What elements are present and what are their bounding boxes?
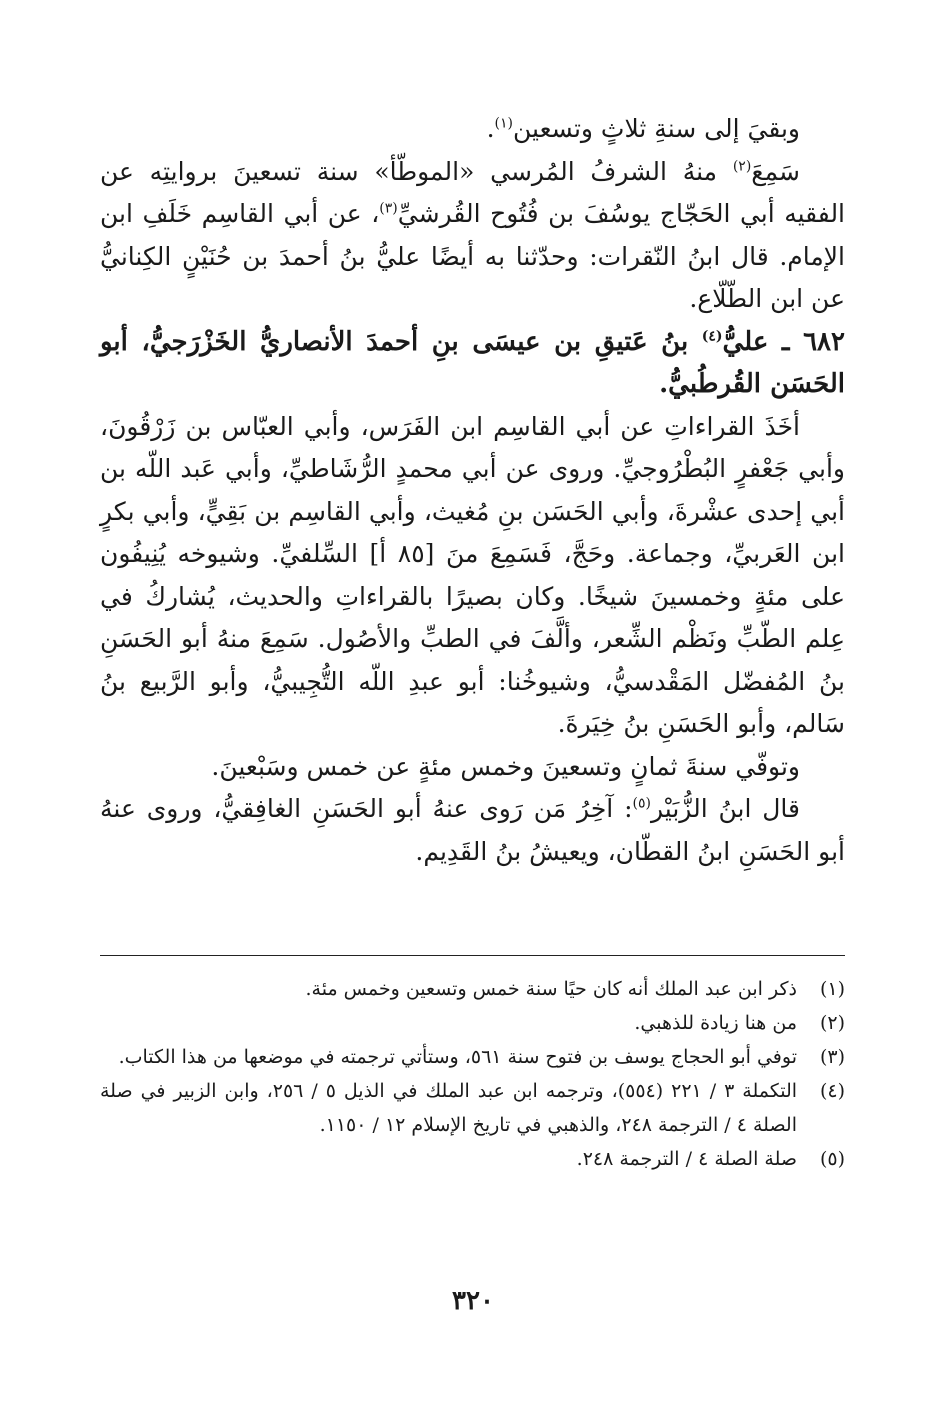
footnote-divider xyxy=(100,955,845,956)
footnote-item xyxy=(100,1142,845,1176)
footnote-item xyxy=(100,1006,845,1040)
footnote-text: ذكر ابن عبد الملك أنه كان حيًا سنة خمس وتسعين وخمس مئة. xyxy=(305,978,797,1000)
paragraph: وبقيَ إلى سنةِ ثلاثٍ وتسعين$^{(١)}$. xyxy=(486,114,800,143)
footnote-number: (١) xyxy=(819,978,845,1000)
footnote-text: التكملة ٣ / ٢٢١ (٥٥٤)، وترجمه ابن عبد الملك في الذيل ٥ / ٢٥٦، وابن الزبير في صلة الصلة ٤ / الترجمة ٢٤٨، والذهبي في تاريخ الإسلام ١٢ / ١١٥٠. xyxy=(100,1080,798,1136)
footnote-number: (٥) xyxy=(819,1148,845,1170)
footnote-ref[interactable]: (٢) xyxy=(732,158,752,175)
footnote-item xyxy=(100,1074,845,1142)
footnote-ref[interactable]: (١) xyxy=(494,115,514,132)
footnotes xyxy=(100,972,845,1176)
footnote-text: صلة الصلة ٤ / الترجمة ٢٤٨. xyxy=(576,1148,797,1170)
entry-heading: ٦٨٢ ـ عليُّ$^{(٤)}$ بنُ عَتيقِ بن عيسَى بنِ أحمدَ الأنصاريُّ الخَزْرَجيُّ، أبو الحَسَن القُرطُبيُّ. xyxy=(100,326,845,399)
footnote-item xyxy=(100,972,845,1006)
footnote-number: (٤) xyxy=(819,1080,845,1102)
footnote-number: (٣) xyxy=(819,1046,845,1068)
footnote-ref[interactable]: (٥) xyxy=(632,795,651,812)
footnote-ref[interactable]: (٤) xyxy=(701,327,723,344)
footnote-text: من هنا زيادة للذهبي. xyxy=(634,1012,797,1034)
page-number: ٣٢٠ xyxy=(452,1286,494,1316)
footnote-ref[interactable]: (٣) xyxy=(379,200,398,217)
main-text xyxy=(100,108,845,873)
footnote-number: (٢) xyxy=(819,1012,845,1034)
paragraph: سَمِعَ$^{(٢)}$ منهُ الشرفُ المُرسي «الموطّأ» سنة تسعينَ بروايتِه عن الفقيه أبي الحَجّاج يوسُفَ بن فُتُوح القُرشيِّ$^{(٣)}$، عن أبي القاسِم خَلَفِ ابن الإمام. قال ابنُ النّقرات: وحدّثنا به أيضًا عليُّ بنُ أحمدَ بن حُنَيْنٍ الكِنانيُّ عن ابن الطّلّاع. xyxy=(100,156,846,313)
footnote-text: توفي أبو الحجاج يوسف بن فتوح سنة ٥٦١، وستأتي ترجمته في موضعها من هذا الكتاب. xyxy=(118,1046,797,1068)
paragraph: قال ابنُ الزُّبَيْر$^{(٥)}$: آخِرُ مَن رَوى عنهُ أبو الحَسَنِ الغافِقيُّ، وروى عنهُ أبو الحَسَنِ ابنُ القطّان، ويعيشُ بنُ القَدِيم. xyxy=(100,794,845,866)
footnote-item xyxy=(100,1040,845,1074)
paragraph: وتوفّي سنةَ ثمانٍ وتسعينَ وخمس مئةٍ عن خمس وسَبْعينَ. xyxy=(211,751,800,781)
paragraph: أخَذَ القراءاتِ عن أبي القاسِم ابن الفَرَس، وأبي العبّاس بن زَرْقُونَ، وأبي جَعْفرٍ البُطْرُوجيِّ. وروى عن أبي محمدٍ الرُّشَاطيِّ، وأبي عَبد اللّه بن أبي إحدى عشْرةَ، وأبي الحَسَن بنِ مُغيث، وأبي القاسِم بن بَقِيٍّ، وأبي بكرٍ ابن العَربيِّ، وجماعة. وحَجَّ، فَسَمِعَ منَ [٨٥ أ] السِّلفيِّ. وشيوخه يُنِيفُون على مئةٍ وخمسينَ شيخًا. وكان بصيرًا بالقراءاتِ والحديث، يُشاركُ في عِلم الطّبِّ ونَظْم الشِّعر، وألَّفَ في الطبِّ والأصُول. سَمِعَ منهُ أبو الحَسَنِ بنُ المُفضّل المَقْدسيُّ، وشيوخُنا: أبو عبدِ اللّه التُّجِيبيُّ، وأبو الرَّبيع بنُ سَالم، وأبو الحَسَنِ بنُ خِيَرةَ. xyxy=(100,411,845,738)
